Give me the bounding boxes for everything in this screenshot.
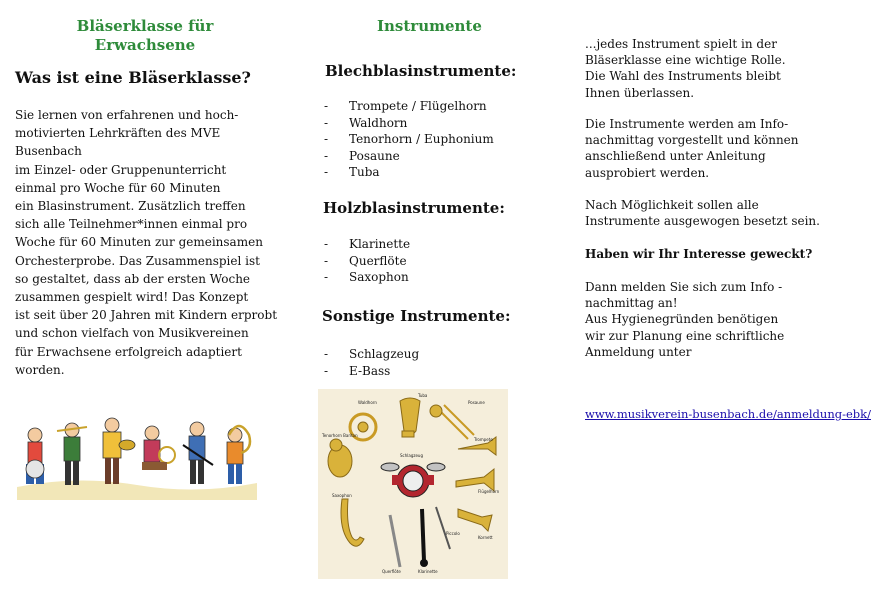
left-body-text [15, 106, 290, 379]
label-kornett: Kornett [478, 535, 493, 540]
label-posaune: Posaune [468, 400, 485, 405]
musician-1 [26, 428, 44, 484]
wood-list [324, 236, 524, 286]
label-fluegelhorn: Flügelhorn [478, 489, 500, 494]
label-schlagzeug: Schlagzeug [400, 453, 424, 458]
registration-link[interactable]: www.musikverein-busenbach.de/anmeldung-ebk/ [585, 407, 871, 421]
wood-item: - Saxophon [324, 269, 524, 286]
body-line: sich alle Teilnehmer*innen einmal pro [15, 217, 248, 232]
body-line: ist seit über 20 Jahren mit Kindern erprobt [15, 308, 278, 323]
body-line: motivierten Lehrkräften des MVE Busenbach [15, 126, 221, 159]
brass-item: - Tenorhorn / Euphonium [324, 131, 524, 148]
musician-2 [57, 423, 87, 485]
label-tuba: Tuba [418, 393, 428, 398]
label-saxophon: Saxophon [332, 493, 352, 498]
right-paragraph-3: Nach Möglichkeit sollen alle Instrumente ausgewogen besetzt sein. [585, 198, 820, 229]
label-piccolo: Piccolo [446, 531, 460, 536]
other-heading: Sonstige Instrumente: [322, 307, 511, 325]
left-heading: Was ist eine Bläserklasse? [15, 68, 251, 87]
brass-item: - Trompete / Flügelhorn [324, 98, 524, 115]
band-illustration [17, 405, 257, 500]
label-querfloete: Querflöte [382, 569, 401, 574]
musician-5 [183, 422, 213, 484]
label-trompete: Trompete [474, 437, 493, 442]
other-list [324, 346, 524, 379]
musician-6 [227, 426, 250, 484]
left-title: Bläserklasse für Erwachsene [76, 17, 214, 54]
body-line: für Erwachsene erfolgreich adaptiert worden. [15, 344, 242, 377]
body-line: so gestaltet, dass ab der ersten Woche [15, 271, 251, 286]
label-klarinette: Klarinette [418, 569, 438, 574]
right-paragraph-1: ...jedes Instrument spielt in der Bläserklasse eine wichtige Rolle. Die Wahl des Instruments bleibt Ihnen überlassen. [585, 37, 786, 100]
interest-question: Haben wir Ihr Interesse geweckt? [585, 247, 813, 261]
brass-item: - Tuba [324, 164, 524, 181]
body-line: ein Blasinstrument. Zusätzlich treffen [15, 199, 246, 214]
wood-item: - Querflöte [324, 253, 524, 270]
instruments-illustration [318, 389, 508, 579]
body-line: zusammen gespielt wird! Das Konzept [15, 290, 249, 305]
wood-item: - Klarinette [324, 236, 524, 253]
right-paragraph-5: Dann melden Sie sich zum Info - nachmittag an! Aus Hygienegründen benötigen wir zur Planung eine schriftliche Anmeldung unter [585, 280, 785, 359]
brass-item: - Posaune [324, 148, 524, 165]
brass-item: - Waldhorn [324, 115, 524, 132]
label-tenorhorn: Tenorhorn Bariton [322, 433, 358, 438]
brass-list [324, 98, 524, 181]
body-line: und schon vielfach von Musikvereinen [15, 326, 249, 341]
musician-4 [142, 426, 175, 470]
brass-heading: Blechblasinstrumente: [325, 62, 517, 80]
body-line: Woche für 60 Minuten zur gemeinsamen [15, 235, 263, 250]
other-item: - E-Bass [324, 363, 524, 380]
label-waldhorn: Waldhorn [358, 400, 377, 405]
musician-3 [103, 418, 135, 484]
body-line: Sie lernen von erfahrenen und hoch- [15, 108, 239, 122]
body-line: einmal pro Woche für 60 Minuten [15, 180, 221, 195]
middle-title: Instrumente [377, 17, 482, 35]
body-line: im Einzel- oder Gruppenunterricht [15, 162, 227, 177]
wood-heading: Holzblasinstrumente: [323, 199, 505, 217]
other-item: - Schlagzeug [324, 346, 524, 363]
body-line: Orchesterprobe. Das Zusammenspiel ist [15, 253, 260, 268]
right-paragraph-2: Die Instrumente werden am Info- nachmittag vorgestellt und können anschließend unter Anleitung ausprobiert werden. [585, 117, 799, 180]
